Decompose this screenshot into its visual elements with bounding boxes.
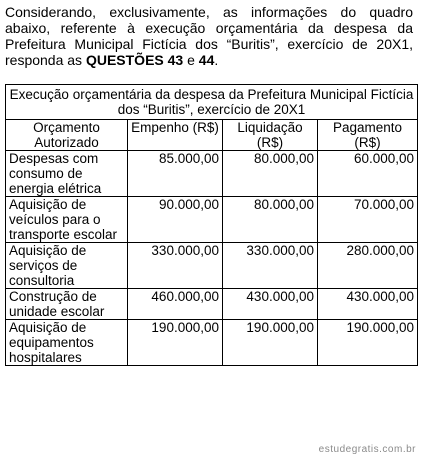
row-pagamento: 60.000,00	[318, 151, 418, 197]
row-empenho: 460.000,00	[128, 289, 223, 320]
header-liquidacao: Liquidação (R$)	[223, 120, 318, 151]
row-liquidacao: 80.000,00	[223, 151, 318, 197]
row-liquidacao: 430.000,00	[223, 289, 318, 320]
intro-paragraph	[5, 4, 413, 68]
header-empenho: Empenho (R$)	[128, 120, 223, 151]
row-empenho: 330.000,00	[128, 243, 223, 289]
intro-question-ref-2: 44	[198, 52, 215, 68]
row-description: Aquisição de equipamentos hospitalares	[6, 320, 128, 366]
table-row	[6, 197, 418, 243]
table-row	[6, 151, 418, 197]
row-liquidacao: 190.000,00	[223, 320, 318, 366]
table-row	[6, 243, 418, 289]
table-caption-row	[6, 85, 418, 120]
row-liquidacao: 330.000,00	[223, 243, 318, 289]
row-pagamento: 190.000,00	[318, 320, 418, 366]
intro-end: .	[214, 52, 219, 68]
header-pagamento: Pagamento (R$)	[318, 120, 418, 151]
header-orcamento: Orçamento Autorizado	[6, 120, 128, 151]
table-row	[6, 289, 418, 320]
table-header-row	[6, 120, 418, 151]
intro-question-ref: QUESTÕES 43	[85, 52, 184, 68]
row-description: Despesas com consumo de energia elétrica	[6, 151, 128, 197]
intro-connector: e	[183, 52, 199, 68]
row-pagamento: 430.000,00	[318, 289, 418, 320]
intro-text: Considerando, exclusivamente, as informações do quadro abaixo, referente à execução orçamentária da despesa da Prefeitura Municipal Fictícia dos “Buritis”, exercício de 20X1, responda as	[5, 4, 413, 68]
row-empenho: 85.000,00	[128, 151, 223, 197]
row-liquidacao: 80.000,00	[223, 197, 318, 243]
site-watermark: estudegratis.com.br	[318, 444, 416, 455]
row-empenho: 90.000,00	[128, 197, 223, 243]
row-description: Aquisição de veículos para o transporte escolar	[6, 197, 128, 243]
row-description: Aquisição de serviços de consultoria	[6, 243, 128, 289]
row-pagamento: 280.000,00	[318, 243, 418, 289]
row-description: Construção de unidade escolar	[6, 289, 128, 320]
row-pagamento: 70.000,00	[318, 197, 418, 243]
table-caption: Execução orçamentária da despesa da Prefeitura Municipal Fictícia dos “Buritis”, exercício de 20X1	[6, 85, 418, 120]
budget-execution-table	[5, 84, 418, 366]
row-empenho: 190.000,00	[128, 320, 223, 366]
table-row	[6, 320, 418, 366]
